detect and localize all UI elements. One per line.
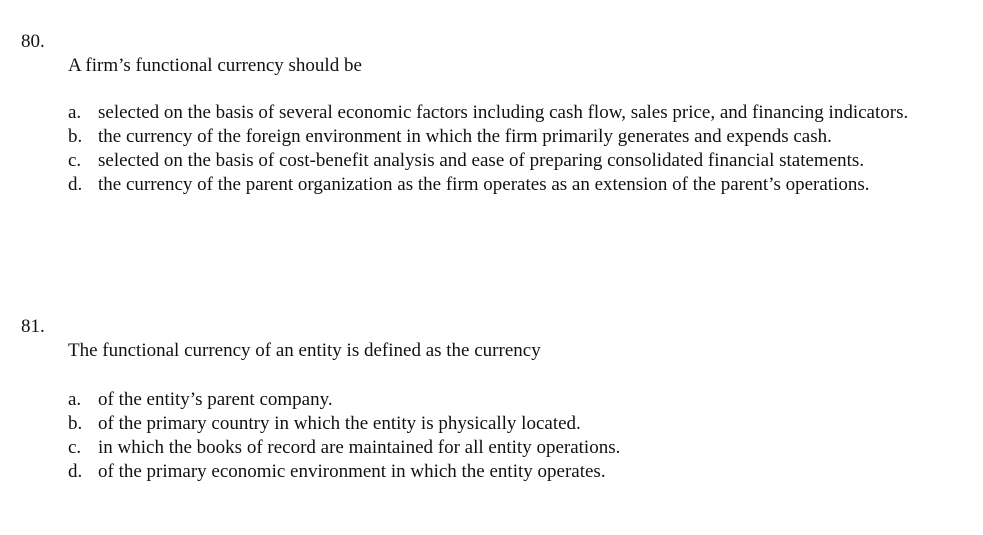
option-text: of the entity’s parent company. [98, 389, 333, 410]
answer-options [68, 101, 928, 197]
answer-options [68, 388, 928, 484]
option-letter: d. [68, 461, 83, 482]
option-letter: c. [68, 437, 82, 458]
option-text: selected on the basis of cost-benefit analysis and ease of preparing consolidated financial statements. [98, 150, 865, 171]
option-c[interactable] [68, 436, 928, 460]
option-text: in which the books of record are maintained for all entity operations. [98, 437, 621, 458]
option-text: of the primary economic environment in which the entity operates. [98, 461, 606, 482]
option-a[interactable] [68, 101, 928, 125]
option-text: of the primary country in which the entity is physically located. [98, 413, 581, 434]
option-text: the currency of the foreign environment in which the firm primarily generates and expends cash. [98, 126, 832, 147]
option-c[interactable] [68, 149, 928, 173]
question-number: 81. [21, 316, 45, 337]
option-letter: a. [68, 389, 82, 410]
option-a[interactable] [68, 388, 928, 412]
option-b[interactable] [68, 125, 928, 149]
question-stem: The functional currency of an entity is defined as the currency [68, 340, 541, 361]
question-number: 80. [21, 31, 45, 52]
option-letter: c. [68, 150, 82, 171]
question-stem: A firm’s functional currency should be [68, 55, 362, 76]
option-letter: b. [68, 413, 83, 434]
option-text: selected on the basis of several economic factors including cash flow, sales price, and financing indicators. [98, 102, 909, 123]
option-d[interactable] [68, 460, 928, 484]
option-letter: a. [68, 102, 82, 123]
option-letter: b. [68, 126, 83, 147]
option-letter: d. [68, 174, 83, 195]
option-b[interactable] [68, 412, 928, 436]
option-d[interactable] [68, 173, 928, 197]
option-text: the currency of the parent organization as the firm operates as an extension of the parent’s operations. [98, 174, 870, 195]
